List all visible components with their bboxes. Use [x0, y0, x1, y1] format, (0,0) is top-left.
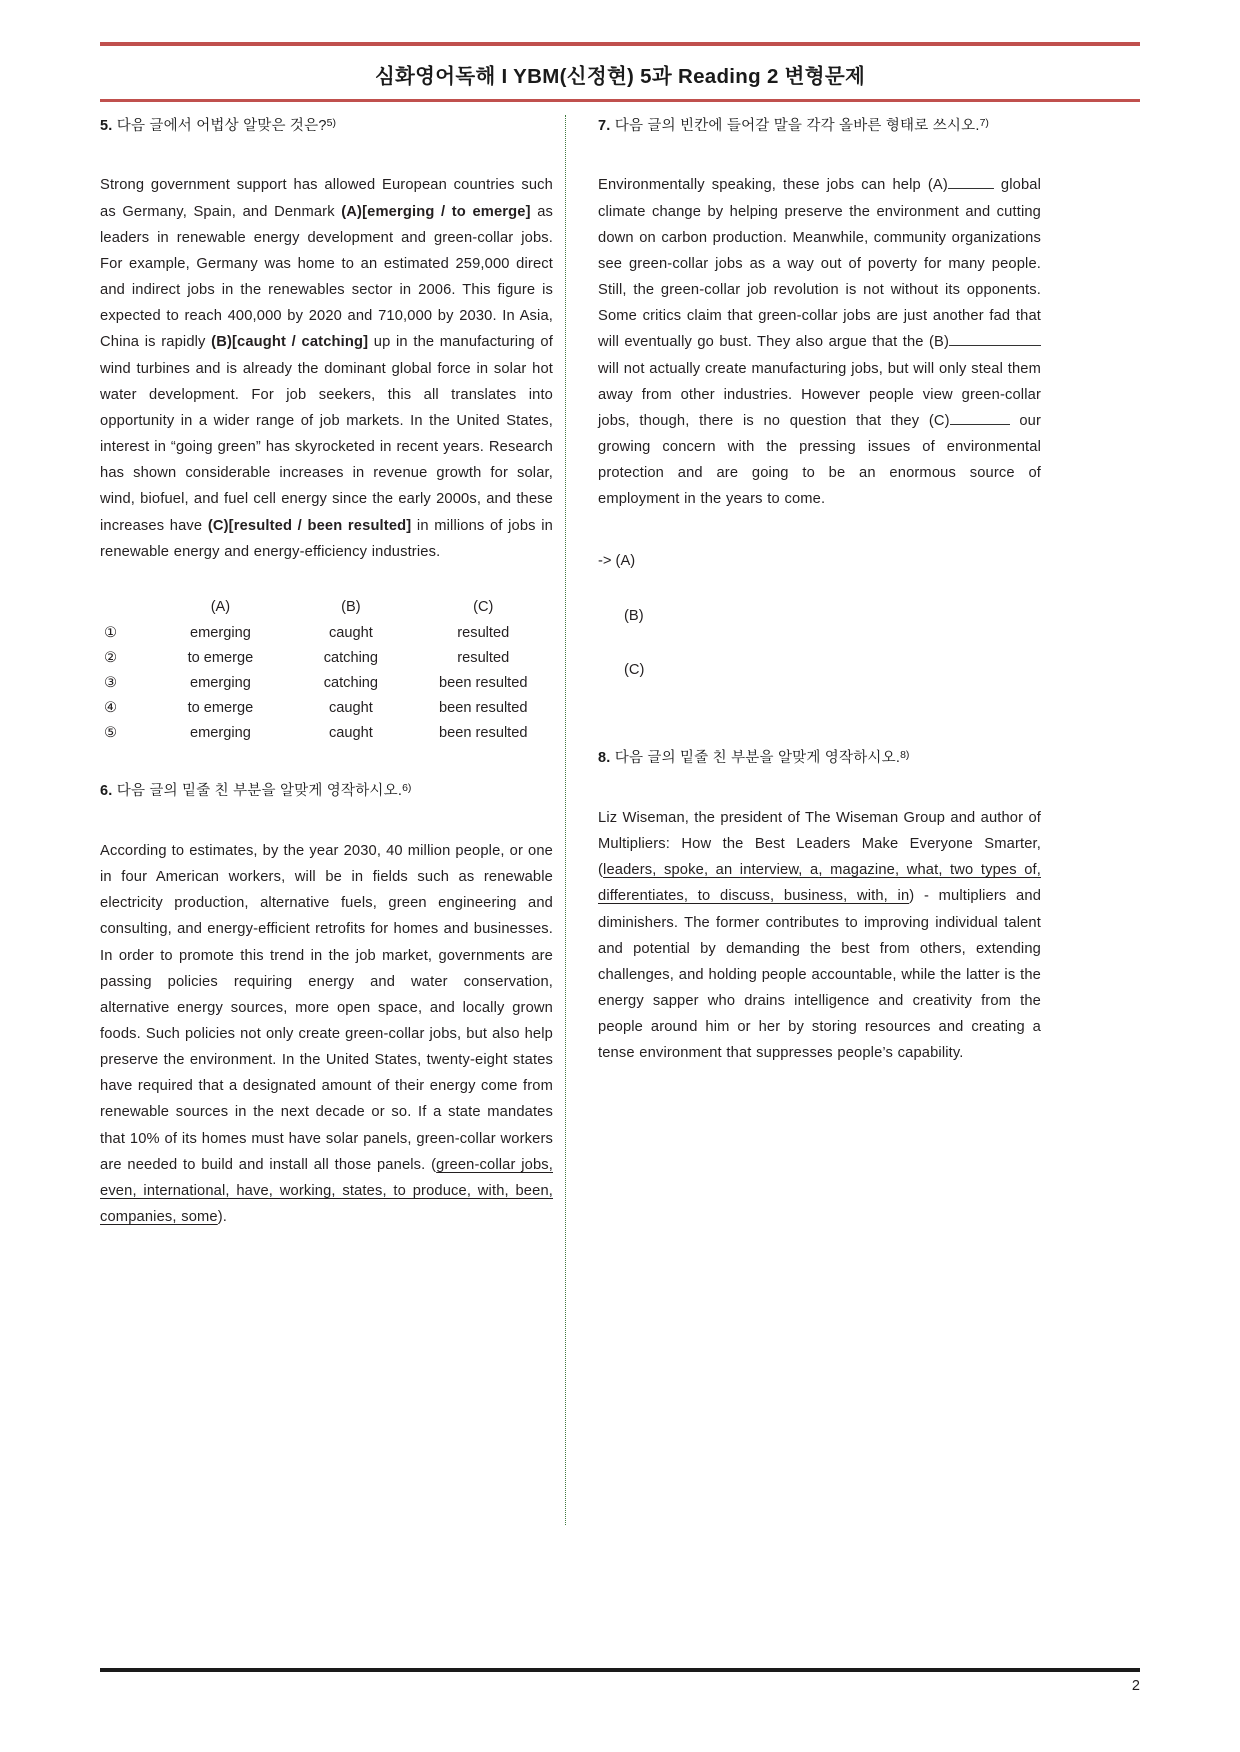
run-bold-b: (B)[caught / catching]	[211, 334, 369, 351]
question-7	[598, 115, 1041, 683]
question-7-number: 7.	[598, 118, 611, 134]
question-5-passage	[100, 172, 553, 564]
spacer	[100, 746, 553, 780]
answer-blank-c[interactable]	[950, 424, 1010, 425]
run-text: Liz Wiseman, the president of The Wiseman Group and author of Multipliers: How the Best Leaders Make Everyone Smarter, (	[598, 809, 1041, 879]
answer-blank-b[interactable]	[949, 345, 1041, 346]
question-6-prompt: 다음 글의 밑줄 친 부분을 알맞게 영작하시오.	[116, 783, 403, 800]
two-column-body	[100, 115, 1140, 1525]
question-6-number: 6.	[100, 783, 113, 800]
page-title: 심화영어독해 I YBM(신정현) 5과 Reading 2 변형문제	[374, 65, 866, 88]
question-8-heading	[598, 747, 1041, 770]
choice-number: ①	[104, 624, 118, 641]
spacer	[598, 138, 1041, 172]
choice-number: ③	[104, 675, 118, 692]
choice-number: ②	[104, 650, 118, 667]
choice-value-c: resulted	[457, 624, 510, 641]
question-7-prompt: 다음 글의 빈칸에 들어갈 말을 각각 올바른 형태로 쓰시오.	[614, 118, 980, 134]
question-8	[598, 747, 1041, 1066]
run-text: ).	[217, 1209, 228, 1226]
choice-row-5[interactable]	[104, 721, 553, 746]
choice-value-c: been resulted	[439, 675, 528, 692]
question-5-heading	[100, 115, 553, 138]
run-text: up in the manufacturing of wind turbines and is already the dominant global force in solar hot water development. For job seekers, this all translates into opportunity in a wider range of job markets. In the United States, interest in “going green” has skyrocketed in recent years. Research has shown considerable increases in revenue growth for solar, wind, biofuel, and fuel cell energy since the early 2000s, and these increases have	[100, 334, 553, 534]
question-6	[100, 780, 553, 1230]
choice-row-3[interactable]	[104, 671, 553, 696]
column-divider	[565, 115, 576, 1525]
run-bold-a: (A)[emerging / to emerge]	[341, 203, 531, 220]
question-7-answer-slots	[598, 549, 1041, 684]
header-rule-bottom	[100, 99, 1140, 102]
question-6-passage	[100, 838, 553, 1230]
choice-value-c: resulted	[457, 650, 510, 667]
spacer	[598, 713, 1041, 747]
question-8-footnote: 8)	[900, 749, 910, 762]
answer-slot-b[interactable]: (B)	[624, 607, 644, 624]
choice-value-b: caught	[328, 700, 373, 717]
choice-value-c: been resulted	[439, 725, 528, 742]
choice-value-c: been resulted	[439, 700, 528, 717]
choice-row-4[interactable]	[104, 696, 553, 721]
spacer	[100, 138, 553, 172]
spacer	[598, 771, 1041, 805]
run-text: as leaders in renewable energy development and green-collar jobs. For example, Germany was home to an estimated 259,000 direct and indirect jobs in the renewables sector in 2006. This figure is expected to reach 400,000 by 2020 and 710,000 by 2030. In Asia, China is rapidly	[100, 203, 554, 351]
choice-header-row	[104, 595, 553, 621]
question-6-heading	[100, 780, 553, 803]
answer-slot-c[interactable]: (C)	[624, 662, 645, 679]
right-column	[576, 115, 1041, 1525]
spacer	[100, 804, 553, 838]
run-text: Strong government support has allowed European countries such as Germany, Spain, and Denmark	[100, 177, 553, 220]
run-text: According to estimates, by the year 2030, 40 million people, or one in four American workers, will be in fields such as renewable electricity production, alternative fuels, green engineering and consulting, and energy-efficient retrofits for homes and businesses. In order to promote this trend in the job market, governments are passing policies requiring energy and water conservation, alternative energy sources, more open space, and locally grown foods. Such policies not only create green-collar jobs, but also help preserve the environment. In the United States, twenty-eight states have required that a designated amount of their energy come from renewable sources in the next decade or so. If a state mandates that 10% of its homes must have solar panels, green-collar workers are needed to build and install all those panels. (	[100, 842, 553, 1173]
choice-value-a: emerging	[190, 624, 251, 641]
run-text: global climate change by helping preserve the environment and cutting down on carbon production. Meanwhile, community organizations see green-collar jobs as a way out of poverty for many people. Still, the green-collar job revolution is not without its opponents. Some critics claim that green-collar jobs are just another fad that will eventually go bust. They also argue that the (B)	[598, 177, 1042, 351]
question-5	[100, 115, 553, 746]
choice-value-a: to emerge	[187, 650, 254, 667]
question-7-footnote: 7)	[979, 117, 989, 129]
choice-value-a: emerging	[190, 675, 251, 692]
question-7-passage	[598, 172, 1041, 512]
choice-row-1[interactable]	[104, 621, 553, 646]
question-8-passage	[598, 805, 1041, 1067]
choice-value-b: catching	[323, 675, 379, 692]
run-text: will not actually create manufacturing jobs, but will only steal them away from other industries. However people view green-collar jobs, though, there is no question that they (C)	[598, 360, 1041, 429]
question-6-footnote: 6)	[402, 782, 412, 795]
page-number: 2	[1131, 1678, 1140, 1694]
choice-value-a: emerging	[190, 725, 251, 742]
choice-number: ⑤	[104, 725, 118, 742]
run-text: our growing concern with the pressing issues of environmental protection and are going to be an enormous source of employment in the years to come.	[598, 412, 1041, 508]
answer-slot-a[interactable]: -> (A)	[598, 552, 636, 569]
run-bold-c: (C)[resulted / been resulted]	[207, 517, 412, 534]
page-footer	[100, 1668, 1140, 1694]
choice-value-b: caught	[328, 624, 373, 641]
left-column	[100, 115, 565, 1525]
header-title-wrap	[100, 46, 1140, 99]
scrambled-words-underline: green-collar jobs, even, international, have, working, states, to produce, with, been, companies, some	[100, 1156, 553, 1226]
question-8-number: 8.	[598, 750, 611, 767]
question-5-footnote: 5)	[326, 117, 336, 129]
choice-header-b: (B)	[341, 598, 361, 615]
choice-row-2[interactable]	[104, 646, 553, 671]
run-text: Environmentally speaking, these jobs can help (A)	[598, 177, 948, 194]
run-text: in millions of jobs in renewable energy and energy-efficiency industries.	[100, 517, 553, 560]
scrambled-words-underline: leaders, spoke, an interview, a, magazine, what, two types of, differentiates, to discuss, business, with, in	[598, 862, 1041, 905]
choice-header-c: (C)	[473, 598, 494, 615]
question-5-prompt: 다음 글에서 어법상 알맞은 것은?	[116, 118, 327, 134]
run-text: ) - multipliers and diminishers. The former contributes to improving individual talent and potential by demanding the best from others, extending challenges, and holding people accountable, while the latter is the energy sapper who drains intelligence and creativity from the people around him or her by storing resources and creating a tense environment that suppresses people’s capability.	[598, 888, 1042, 1062]
question-5-number: 5.	[100, 118, 113, 134]
choice-value-b: catching	[323, 650, 379, 667]
choice-value-b: caught	[328, 725, 373, 742]
page-header	[100, 0, 1140, 102]
choice-number: ④	[104, 700, 118, 717]
choice-value-a: to emerge	[187, 700, 254, 717]
choice-header-blank	[104, 595, 153, 621]
choice-header-a: (A)	[210, 598, 231, 615]
question-7-heading	[598, 115, 1041, 138]
answer-blank-a[interactable]	[948, 188, 994, 189]
question-5-choice-table	[104, 595, 553, 747]
question-8-prompt: 다음 글의 밑줄 친 부분을 알맞게 영작하시오.	[614, 750, 901, 767]
